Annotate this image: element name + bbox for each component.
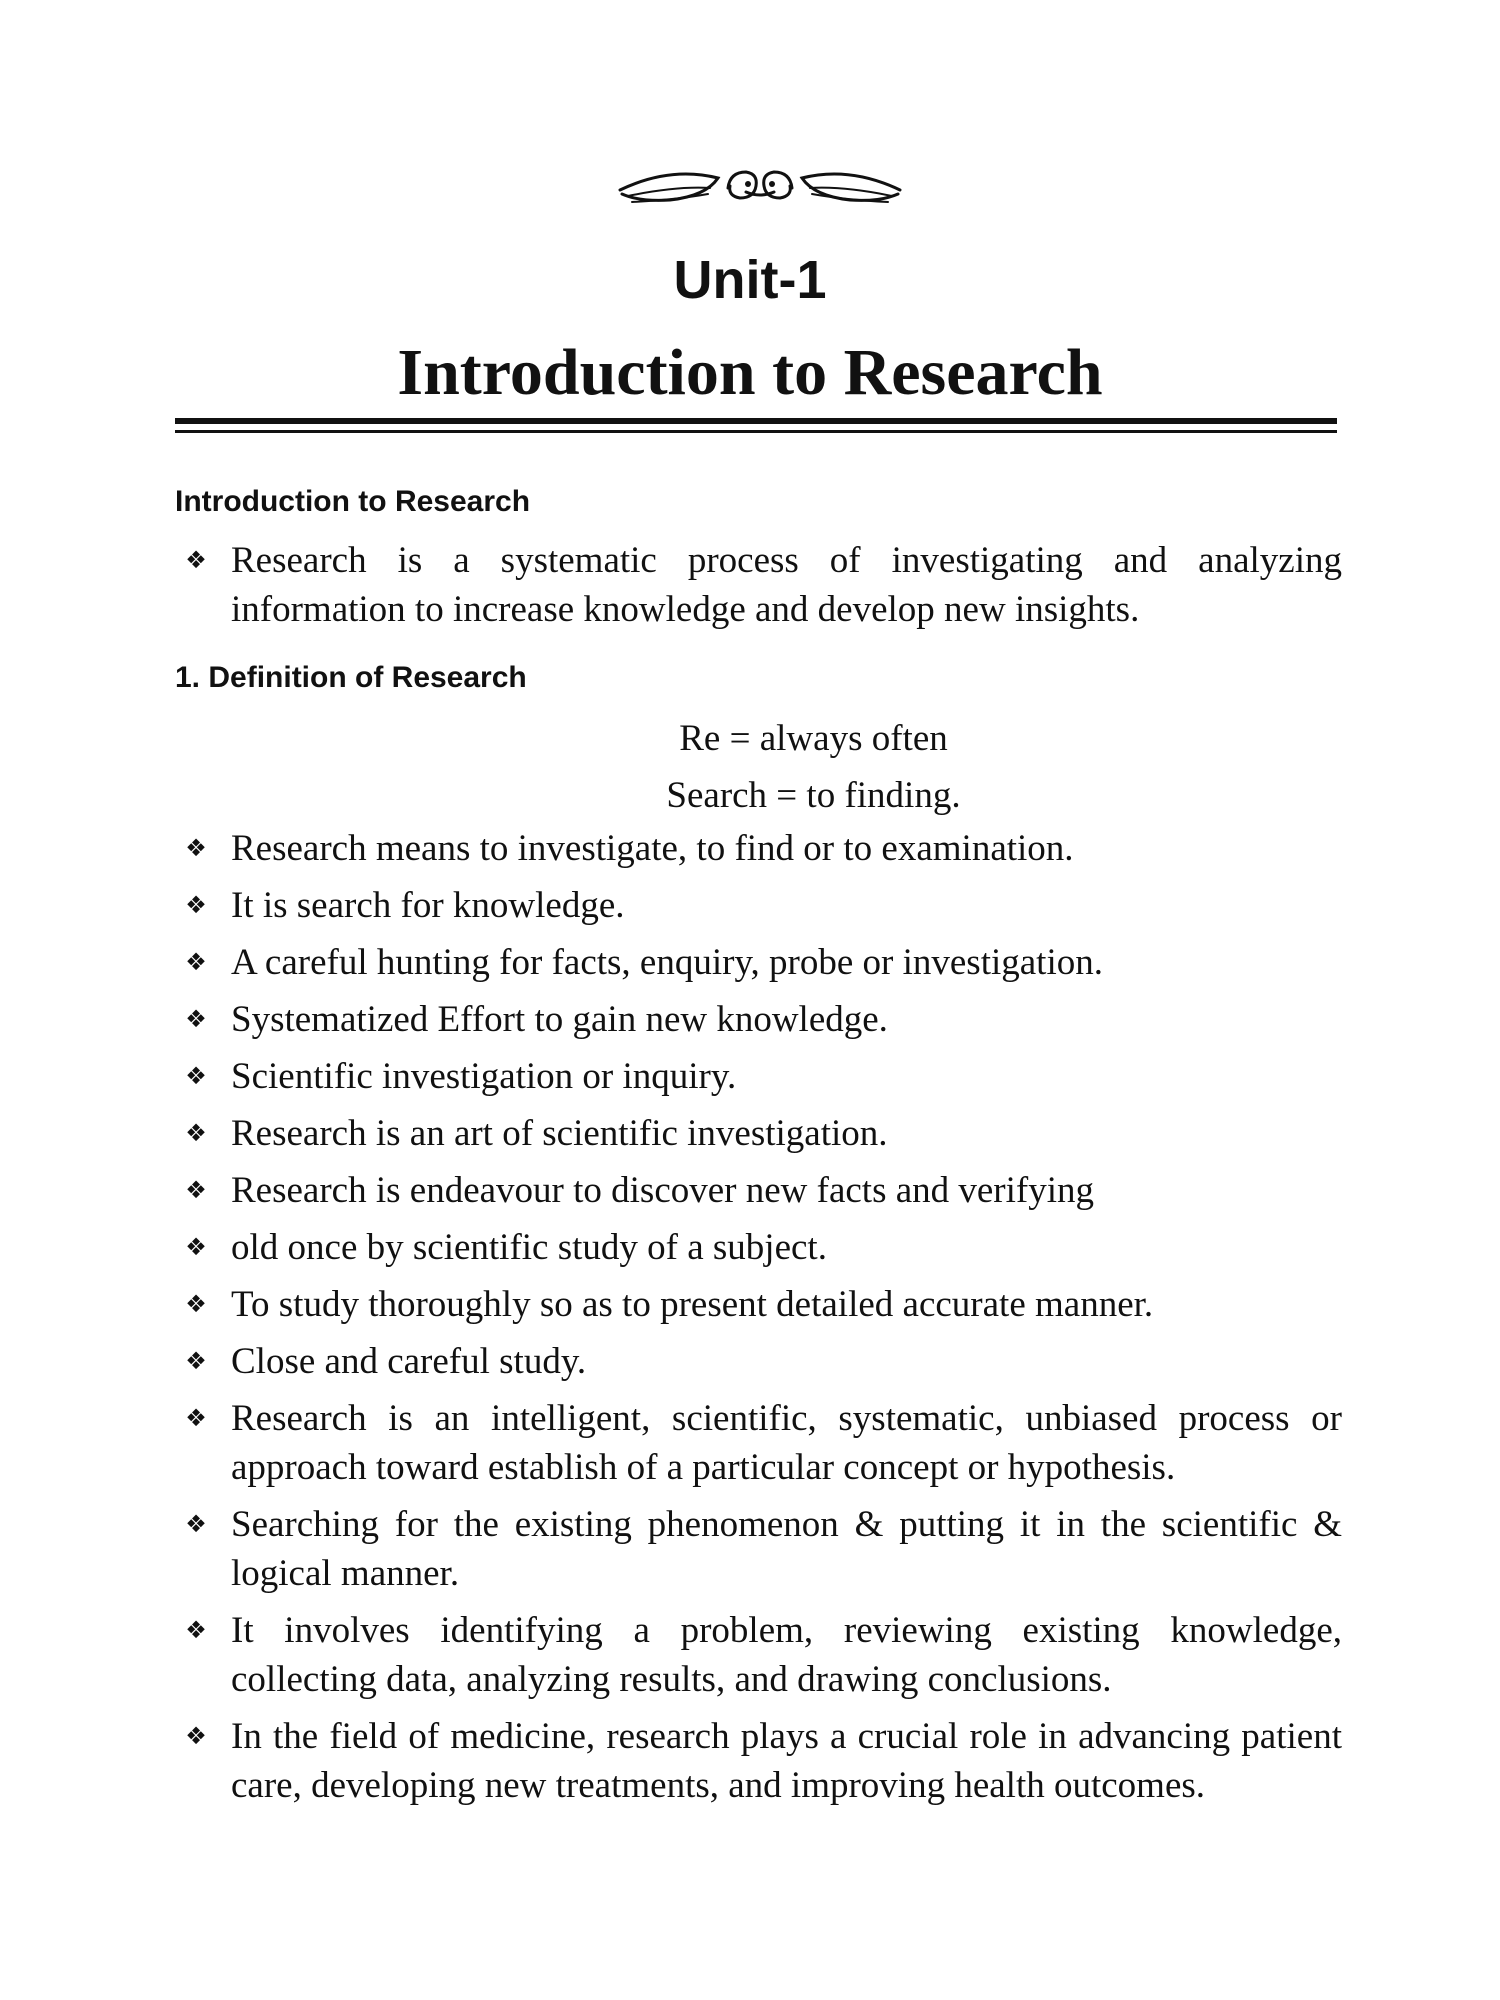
four-diamond-bullet-icon: ❖ [185, 1616, 207, 1644]
title-divider-thick [175, 418, 1337, 424]
list-item: ❖ In the field of medicine, research plays a crucial role in advancing patient care, developing new treatments, and improving health outcomes. [175, 1712, 1342, 1810]
four-diamond-bullet-icon: ❖ [185, 546, 207, 574]
definition-line: Re = always often [679, 718, 948, 759]
four-diamond-bullet-icon: ❖ [185, 1347, 207, 1375]
list-item: ❖ Close and careful study. [175, 1337, 1342, 1386]
four-diamond-bullet-icon: ❖ [185, 1005, 207, 1033]
section-heading-definition: 1. Definition of Research [175, 661, 527, 694]
title-divider-thin [175, 430, 1337, 433]
definition-line: Search = to finding. [666, 775, 961, 816]
four-diamond-bullet-icon: ❖ [185, 1722, 207, 1750]
list-item: ❖ To study thoroughly so as to present detailed accurate manner. [175, 1280, 1342, 1329]
four-diamond-bullet-icon: ❖ [185, 834, 207, 862]
four-diamond-bullet-icon: ❖ [185, 1062, 207, 1090]
content-body [175, 480, 1342, 1810]
four-diamond-bullet-icon: ❖ [185, 891, 207, 919]
section-heading-introduction: Introduction to Research [175, 485, 531, 518]
unit-label: Unit-1 [673, 250, 827, 310]
list-item: ❖ A careful hunting for facts, enquiry, probe or investigation. [175, 938, 1342, 987]
page-title: Introduction to Research [397, 336, 1103, 409]
list-item: ❖ old once by scientific study of a subject. [175, 1223, 1342, 1272]
list-item: ❖ It involves identifying a problem, reviewing existing knowledge, collecting data, analyzing results, and drawing conclusions. [175, 1606, 1342, 1704]
four-diamond-bullet-icon: ❖ [185, 1119, 207, 1147]
list-item: ❖ Research is an intelligent, scientific, systematic, unbiased process or approach toward establish of a particular concept or hypothesis. [175, 1394, 1342, 1492]
list-item: ❖ Research is an art of scientific investigation. [175, 1109, 1342, 1158]
list-item: ❖ Research is endeavour to discover new facts and verifying [175, 1166, 1342, 1215]
four-diamond-bullet-icon: ❖ [185, 1510, 207, 1538]
four-diamond-bullet-icon: ❖ [185, 948, 207, 976]
four-diamond-bullet-icon: ❖ [185, 1404, 207, 1432]
list-item: ❖ Searching for the existing phenomenon & putting it in the scientific & logical manner. [175, 1500, 1342, 1598]
list-item: ❖ Systematized Effort to gain new knowledge. [175, 995, 1342, 1044]
decorative-ornament-icon [610, 152, 910, 222]
four-diamond-bullet-icon: ❖ [185, 1176, 207, 1204]
list-item: ❖ Scientific investigation or inquiry. [175, 1052, 1342, 1101]
list-item: ❖ Research is a systematic process of investigating and analyzing information to increase knowledge and develop new insights. [175, 536, 1342, 634]
four-diamond-bullet-icon: ❖ [185, 1290, 207, 1318]
four-diamond-bullet-icon: ❖ [185, 1233, 207, 1261]
list-item: ❖ It is search for knowledge. [175, 881, 1342, 930]
intro-bullet-list [175, 536, 1342, 634]
definition-bullet-list [175, 824, 1342, 1810]
list-item: ❖ Research means to investigate, to find or to examination. [175, 824, 1342, 873]
